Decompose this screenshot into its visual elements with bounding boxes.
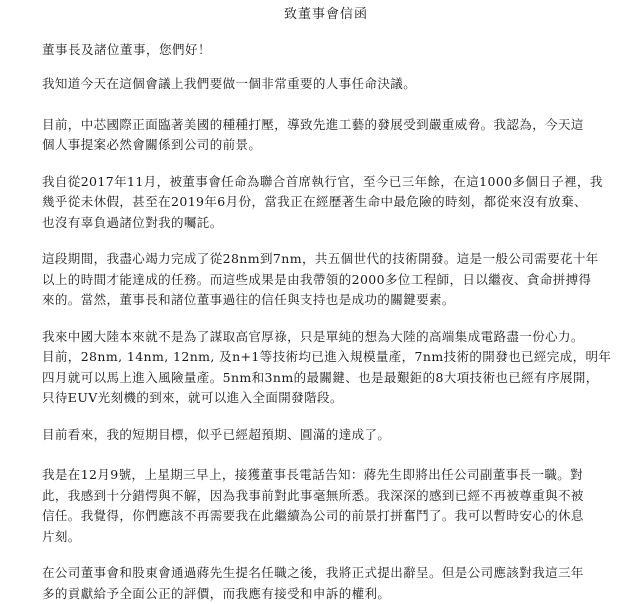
letter-greeting: 董事長及諸位董事，您們好！ xyxy=(42,40,610,60)
paragraph-line: 在公司董事會和股東會通過蔣先生提名任職之後，我將正式提出辭呈。但是公司應該對我這三年 xyxy=(42,563,610,584)
paragraph-line: 片刻。 xyxy=(42,527,610,548)
paragraph-line: 多的貢獻給予全面公正的評價，而我應有接受和申訴的權利。 xyxy=(42,584,610,604)
letter-paragraph xyxy=(42,327,610,409)
paragraph-line: 來的。當然，董事長和諸位董事過往的信任與支持也是成功的關鍵要素。 xyxy=(42,290,610,311)
paragraph-line: 個人事提案必然會關係到公司的前景。 xyxy=(42,135,610,156)
paragraph-line: 我來中國大陸本來就不是為了謀取高官厚祿，只是單純的想為大陸的高端集成電路盡一份心力。 xyxy=(42,327,610,348)
letter-paragraph xyxy=(42,425,610,446)
letter-paragraph xyxy=(42,115,610,156)
paragraph-line: 只待EUV光刻機的到來，就可以進入全面開發階段。 xyxy=(42,388,610,409)
paragraph-line: 以上的時間才能達成的任務。而這些成果是由我帶領的2000多位工程師，日以繼夜、貪命拼搏得 xyxy=(42,270,610,291)
paragraph-line: 此，我感到十分錯愕與不解，因為我事前對此事毫無所悉。我深深的感到已經不再被尊重與不被 xyxy=(42,486,610,507)
paragraph-line: 我是在12月9號，上星期三早上，接獲董事長電話告知：蔣先生即將出任公司副董事長一職。對 xyxy=(42,465,610,486)
letter-paragraph xyxy=(42,249,610,311)
paragraph-line: 我知道今天在這個會議上我們要做一個非常重要的人事任命決議。 xyxy=(42,74,610,95)
paragraph-line: 這段期間，我盡心竭力完成了從28nm到7nm，共五個世代的技術開發。這是一般公司需要花十年 xyxy=(42,249,610,270)
paragraph-line: 目前，28nm, 14nm, 12nm, 及n+1等技術均已進入規模量產，7nm技術的開發也已經完成，明年 xyxy=(42,347,610,368)
paragraph-line: 目前看來，我的短期目標，似乎已經超預期、圓滿的達成了。 xyxy=(42,425,610,446)
letter-paragraph xyxy=(42,74,610,95)
paragraph-line: 我自從2017年11月，被董事會任命為聯合首席執行官，至今已三年餘，在這1000多個日子裡，我 xyxy=(42,172,610,193)
paragraph-line: 幾乎從未休假，甚至在2019年6月份，當我正在經歷著生命中最危險的時刻，都從來沒有放棄、 xyxy=(42,192,610,213)
letter-title: 致董事會信函 xyxy=(42,6,610,24)
paragraph-line: 目前，中芯國際正面臨著美國的種種打壓，導致先進工藝的發展受到嚴重威脅。我認為，今天這 xyxy=(42,115,610,136)
paragraph-line: 信任。我覺得，你們應該不再需要我在此繼續為公司的前景打拼奮鬥了。我可以暫時安心的休息 xyxy=(42,506,610,527)
letter-body xyxy=(42,74,610,604)
paragraph-line: 四月就可以馬上進入風險量產。5nm和3nm的最關鍵、也是最艱鉅的8大項技術也已經有序展開， xyxy=(42,368,610,389)
letter-paragraph xyxy=(42,465,610,547)
paragraph-line: 也沒有辜負過諸位對我的囑託。 xyxy=(42,213,610,234)
letter-paragraph xyxy=(42,172,610,234)
